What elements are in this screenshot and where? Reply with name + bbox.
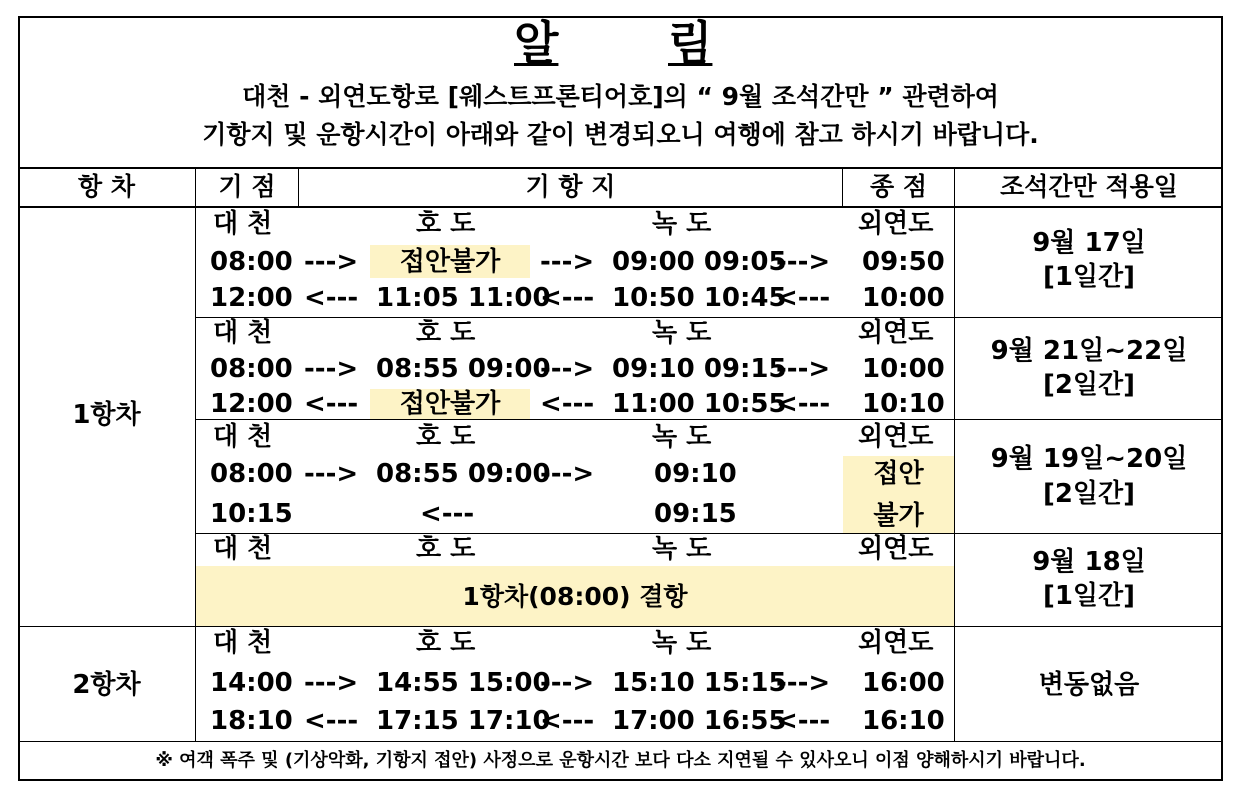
port-nokdo: 녹 도 xyxy=(652,422,712,452)
port-daecheon: 대 천 xyxy=(213,209,273,239)
g2-ret-hodo: 접안불가 xyxy=(399,389,501,419)
arrow-left: <--- xyxy=(776,283,831,313)
port-nokdo: 녹 도 xyxy=(652,534,712,564)
g2-ret-nokdo: 11:00 10:55 xyxy=(612,389,787,419)
v2-out-hodo: 14:55 15:00 xyxy=(376,668,551,698)
arrow-left: <--- xyxy=(420,499,475,529)
arrow-right: ---> xyxy=(776,247,831,277)
arrow-left: <--- xyxy=(304,389,359,419)
v2-ret-arr: 18:10 xyxy=(210,706,293,736)
line-g2-bottom xyxy=(196,419,1223,420)
voyage2-label: 2항차 xyxy=(72,670,141,700)
g2-out-hodo: 08:55 09:00 xyxy=(376,354,551,384)
g3-ret-arr: 10:15 xyxy=(210,499,293,529)
header-period: 조석간만 적용일 xyxy=(1000,172,1178,201)
port-hodo: 호 도 xyxy=(416,534,476,564)
intro-line-2: 기항지 및 운항시간이 아래와 같이 변경되오니 여행에 참고 하시기 바랍니다. xyxy=(202,120,1039,149)
arrow-left: <--- xyxy=(540,283,595,313)
g2-out-arr: 10:00 xyxy=(862,354,945,384)
port-hodo: 호 도 xyxy=(416,422,476,452)
arrow-right: ---> xyxy=(304,247,359,277)
g1-out-nokdo: 09:00 09:05 xyxy=(612,247,787,277)
g2-out-dep: 08:00 xyxy=(210,354,293,384)
arrow-right: ---> xyxy=(304,459,359,489)
arrow-right: ---> xyxy=(776,668,831,698)
arrow-right: ---> xyxy=(540,354,595,384)
header-terminal: 종 점 xyxy=(869,172,927,201)
g1-ret-hodo: 11:05 11:00 xyxy=(376,283,551,313)
g1-ret-arr: 12:00 xyxy=(210,283,293,313)
vline-voyage xyxy=(195,167,196,741)
footer-notice: ※ 여객 폭주 및 (기상악화, 기항지 접안) 사정으로 운항시간 보다 다소 지연될 수 있사오니 이점 양해하시기 바랍니다. xyxy=(155,750,1086,771)
port-daecheon: 대 천 xyxy=(213,534,273,564)
line-voyage1-bottom xyxy=(18,626,1223,627)
v2-out-arr: 16:00 xyxy=(862,668,945,698)
g3-out-nokdo: 09:10 xyxy=(654,459,737,489)
g3-out-dep: 08:00 xyxy=(210,459,293,489)
arrow-right: ---> xyxy=(776,354,831,384)
g1-out-hodo: 접안불가 xyxy=(399,247,501,277)
g4-cancel-notice: 1항차(08:00) 결항 xyxy=(462,582,688,611)
g3-period: 9월 19일~20일 xyxy=(990,444,1188,474)
arrow-left: <--- xyxy=(304,706,359,736)
v2-ret-dep: 16:10 xyxy=(862,706,945,736)
g3-oeyeondo-2: 불가 xyxy=(873,501,924,531)
arrow-left: <--- xyxy=(304,283,359,313)
title-right: 림 xyxy=(668,16,713,70)
g4-period: 9월 18일 xyxy=(1032,547,1146,577)
port-oeyeondo: 외연도 xyxy=(858,534,934,564)
g1-ret-nokdo: 10:50 10:45 xyxy=(612,283,787,313)
line-header-bottom xyxy=(18,206,1223,208)
g1-period: 9월 17일 xyxy=(1032,228,1146,258)
v2-out-nokdo: 15:10 15:15 xyxy=(612,668,787,698)
g2-ret-dep: 10:10 xyxy=(862,389,945,419)
g2-period: 9월 21일~22일 xyxy=(990,336,1188,366)
g1-duration: [1일간] xyxy=(1042,262,1136,292)
g2-duration: [2일간] xyxy=(1042,370,1136,400)
g1-out-arr: 09:50 xyxy=(862,247,945,277)
v2-period: 변동없음 xyxy=(1038,670,1140,700)
voyage1-label: 1항차 xyxy=(72,400,141,430)
g4-duration: [1일간] xyxy=(1042,581,1136,611)
header-voyage: 항 차 xyxy=(77,172,135,201)
intro-line-1: 대천 - 외연도항로 [웨스트프론티어호]의 “ 9월 조석간만 ” 관련하여 xyxy=(242,82,999,111)
port-oeyeondo: 외연도 xyxy=(858,628,934,658)
arrow-right: ---> xyxy=(540,459,595,489)
port-nokdo: 녹 도 xyxy=(652,628,712,658)
port-oeyeondo: 외연도 xyxy=(858,318,934,348)
arrow-right: ---> xyxy=(540,668,595,698)
v2-out-dep: 14:00 xyxy=(210,668,293,698)
port-oeyeondo: 외연도 xyxy=(858,422,934,452)
g3-duration: [2일간] xyxy=(1042,479,1136,509)
arrow-right: ---> xyxy=(540,247,595,277)
port-hodo: 호 도 xyxy=(416,209,476,239)
g3-out-hodo: 08:55 09:00 xyxy=(376,459,551,489)
port-hodo: 호 도 xyxy=(416,318,476,348)
port-nokdo: 녹 도 xyxy=(652,318,712,348)
header-origin: 기 점 xyxy=(218,172,276,201)
line-header-top xyxy=(18,167,1223,169)
g1-out-dep: 08:00 xyxy=(210,247,293,277)
g1-ret-dep: 10:00 xyxy=(862,283,945,313)
g3-oeyeondo-1: 접안 xyxy=(873,459,924,489)
header-ports: 기 항 지 xyxy=(525,172,616,201)
arrow-left: <--- xyxy=(776,706,831,736)
g2-ret-arr: 12:00 xyxy=(210,389,293,419)
g2-out-nokdo: 09:10 09:15 xyxy=(612,354,787,384)
port-oeyeondo: 외연도 xyxy=(858,209,934,239)
arrow-left: <--- xyxy=(776,389,831,419)
port-daecheon: 대 천 xyxy=(213,318,273,348)
arrow-right: ---> xyxy=(304,354,359,384)
port-nokdo: 녹 도 xyxy=(652,209,712,239)
port-daecheon: 대 천 xyxy=(213,628,273,658)
port-daecheon: 대 천 xyxy=(213,422,273,452)
arrow-left: <--- xyxy=(540,389,595,419)
line-footer-top xyxy=(18,741,1223,742)
v2-ret-nokdo: 17:00 16:55 xyxy=(612,706,787,736)
arrow-left: <--- xyxy=(540,706,595,736)
v2-ret-hodo: 17:15 17:10 xyxy=(376,706,551,736)
g3-ret-nokdo: 09:15 xyxy=(654,499,737,529)
port-hodo: 호 도 xyxy=(416,628,476,658)
title-left: 알 xyxy=(514,16,559,70)
arrow-right: ---> xyxy=(304,668,359,698)
